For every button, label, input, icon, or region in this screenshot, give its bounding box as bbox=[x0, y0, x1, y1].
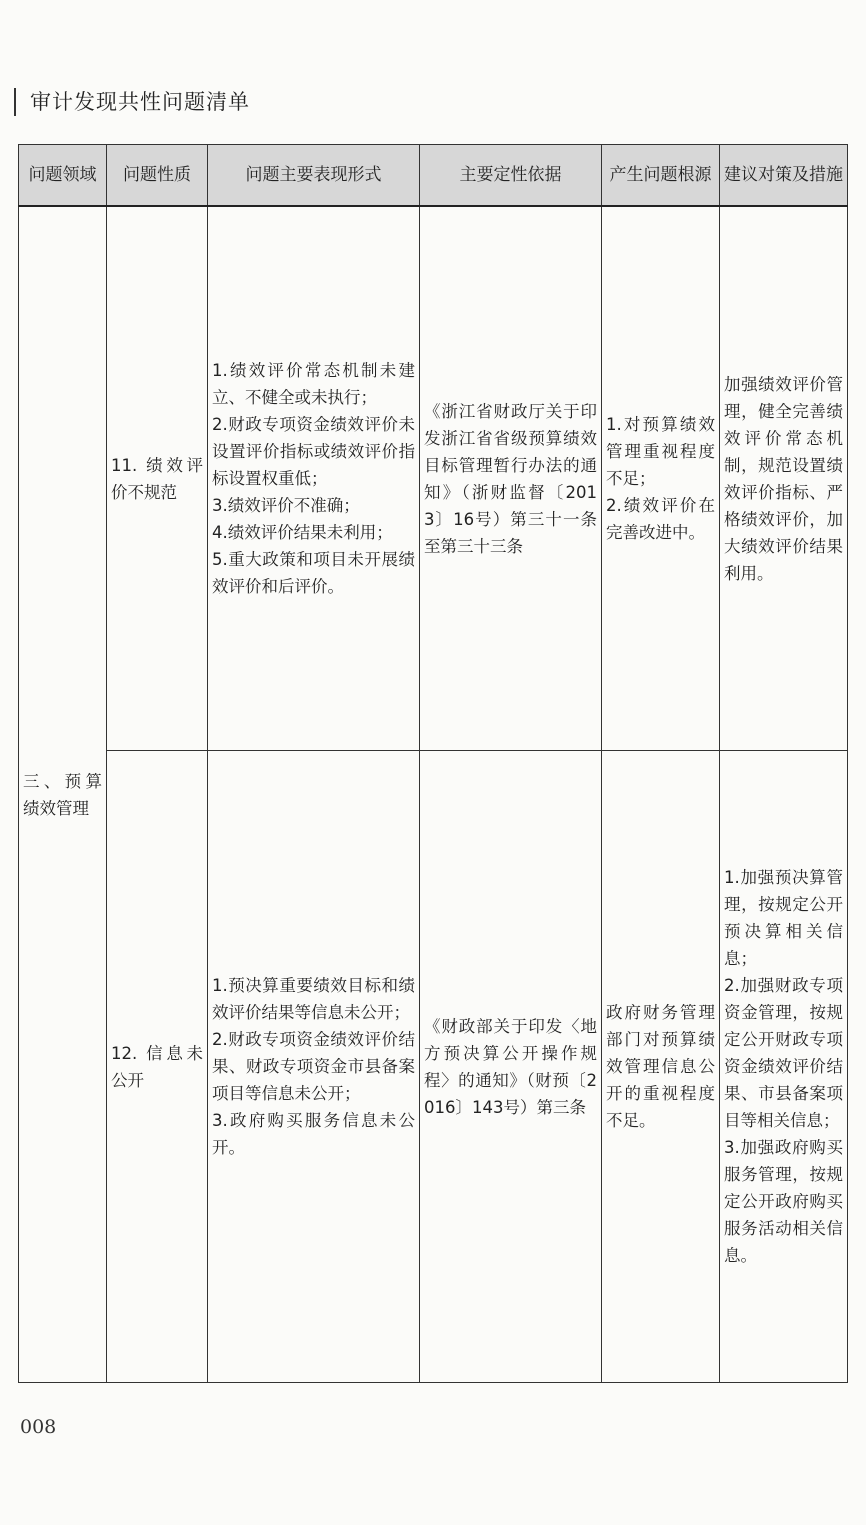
domain-cell bbox=[19, 206, 107, 1383]
measures-cell bbox=[720, 206, 848, 751]
manifestations-cell bbox=[208, 206, 420, 751]
manifestation-item: 2.财政专项资金绩效评价结果、财政专项资金市县备案项目等信息未公开； bbox=[212, 1030, 415, 1103]
header-basis: 主要定性依据 bbox=[420, 145, 602, 207]
root-cause-cell bbox=[602, 206, 720, 751]
header-measures: 建议对策及措施 bbox=[720, 145, 848, 207]
measure-item: 加强绩效评价管理，健全完善绩效评价常态机制，规范设置绩效评价指标、严格绩效评价，加大绩效评价结果利用。 bbox=[724, 374, 843, 583]
basis-cell bbox=[420, 751, 602, 1383]
manifestations-cell bbox=[208, 751, 420, 1383]
manifestation-item: 2.财政专项资金绩效评价未设置评价指标或绩效评价指标设置权重低； bbox=[212, 415, 415, 488]
measure-item: 1.加强预决算管理，按规定公开预决算相关信息； bbox=[724, 868, 843, 968]
nature-cell bbox=[107, 751, 208, 1383]
basis-text: 《财政部关于印发〈地方预决算公开操作规程〉的通知》（财预〔2016〕143号）第三条 bbox=[424, 1016, 597, 1117]
manifestation-item: 1.绩效评价常态机制未建立、不健全或未执行； bbox=[212, 361, 415, 407]
manifestation-item: 4.绩效评价结果未利用； bbox=[212, 523, 393, 542]
header-manifestations: 问题主要表现形式 bbox=[208, 145, 420, 207]
basis-text: 《浙江省财政厅关于印发浙江省省级预算绩效目标管理暂行办法的通知》（浙财监督〔2013〕16号）第三十一条至第三十三条 bbox=[424, 401, 597, 556]
table-row bbox=[19, 751, 848, 1383]
nature-cell bbox=[107, 206, 208, 751]
root-cause-cell bbox=[602, 751, 720, 1383]
root-cause-item: 政府财务管理部门对预算绩效管理信息公开的重视程度不足。 bbox=[606, 1003, 715, 1130]
header-nature: 问题性质 bbox=[107, 145, 208, 207]
domain-text: 三、预算绩效管理 bbox=[23, 771, 102, 818]
measure-item: 3.加强政府购买服务管理，按规定公开政府购买服务活动相关信息。 bbox=[724, 1138, 843, 1265]
manifestation-item: 3.政府购买服务信息未公开。 bbox=[212, 1111, 415, 1157]
manifestation-item: 5.重大政策和项目未开展绩效评价和后评价。 bbox=[212, 550, 415, 596]
root-cause-item: 1.对预算绩效管理重视程度不足； bbox=[606, 415, 715, 488]
nature-text: 11. 绩效评价不规范 bbox=[111, 455, 203, 502]
section-title: 审计发现共性问题清单 bbox=[14, 88, 250, 116]
header-domain: 问题领域 bbox=[19, 145, 107, 207]
table-header-row bbox=[19, 145, 848, 207]
header-root-cause: 产生问题根源 bbox=[602, 145, 720, 207]
basis-cell bbox=[420, 206, 602, 751]
root-cause-item: 2.绩效评价在完善改进中。 bbox=[606, 496, 715, 542]
page-number: 008 bbox=[20, 1416, 57, 1438]
measure-item: 2.加强财政专项资金管理，按规定公开财政专项资金绩效评价结果、市县备案项目等相关信息； bbox=[724, 976, 843, 1130]
manifestation-item: 3.绩效评价不准确； bbox=[212, 496, 360, 515]
nature-text: 12. 信息未公开 bbox=[111, 1043, 203, 1090]
issues-table bbox=[18, 144, 848, 1383]
measures-cell bbox=[720, 751, 848, 1383]
table-row bbox=[19, 206, 848, 751]
manifestation-item: 1.预决算重要绩效目标和绩效评价结果等信息未公开； bbox=[212, 976, 415, 1022]
